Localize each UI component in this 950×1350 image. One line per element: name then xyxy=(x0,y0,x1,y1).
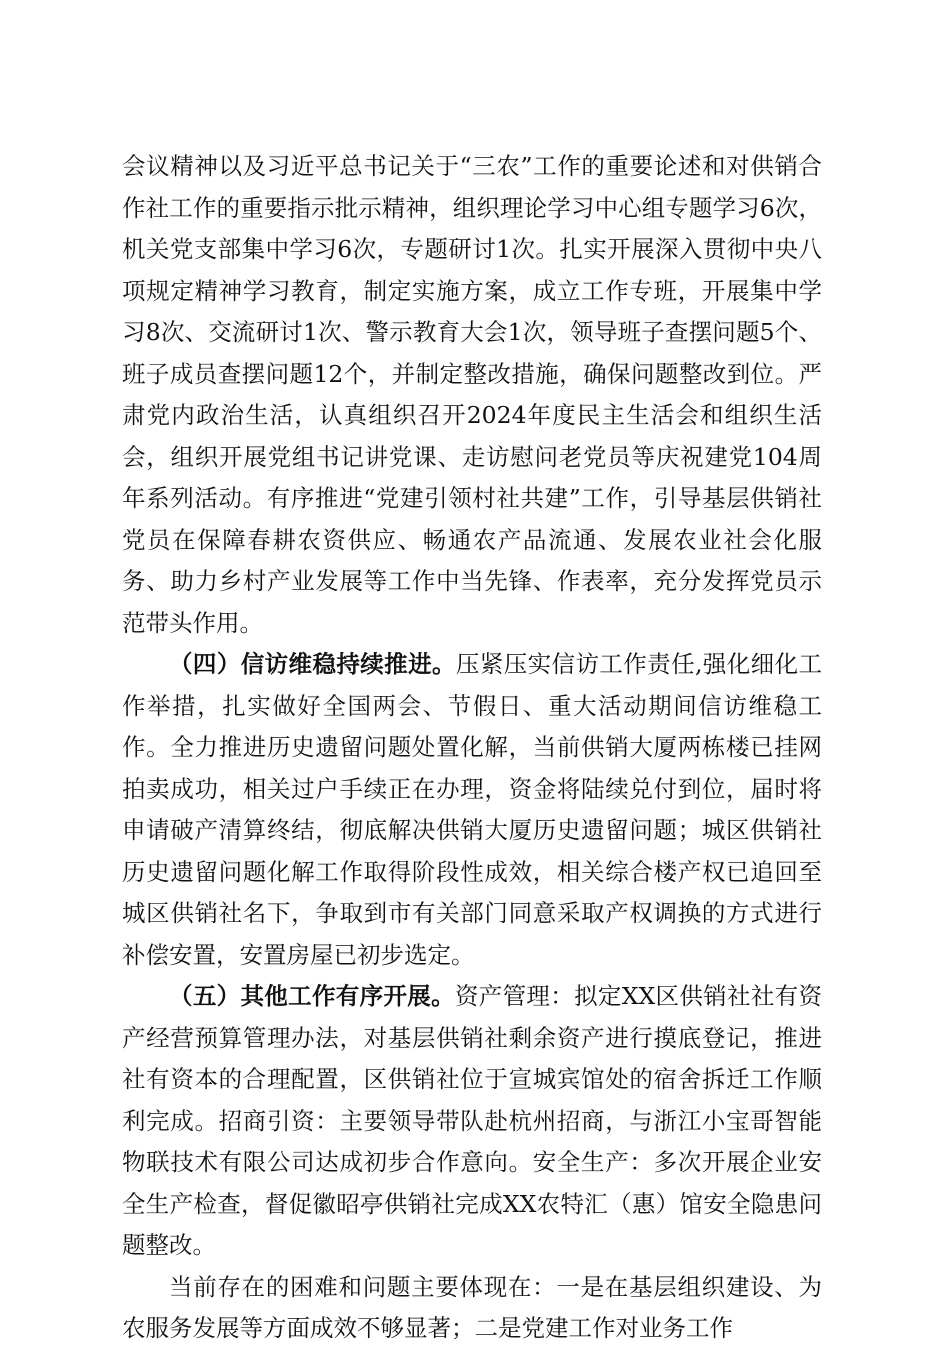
document-page xyxy=(122,146,822,1350)
paragraph-other-work xyxy=(122,976,822,1267)
paragraph-current-problems xyxy=(122,1267,822,1350)
paragraph-text: 资产管理：拟定XX区供销社社有资产经营预算管理办法，对基层供销社剩余资产进行摸底登记，推进社有资本的合理配置，区供销社位于宣城宾馆处的宿舍拆迁工作顺利完成。招商引资：主要领导带队赴杭州招商，与浙江小宝哥智能物联技术有限公司达成初步合作意向。安全生产：多次开展企业安全生产检查，督促徽昭亭供销社完成XX农特汇（惠）馆安全隐患问题整改。 xyxy=(122,982,822,1259)
paragraph-party-building-continued xyxy=(122,146,822,644)
paragraph-text: 当前存在的困难和问题主要体现在：一是在基层组织建设、为农服务发展等方面成效不够显著；二是党建工作对业务工作 xyxy=(122,1272,822,1342)
paragraph-petition-stability xyxy=(122,644,822,976)
section-heading-4: （四）信访维稳持续推进。 xyxy=(169,650,456,678)
section-heading-5: （五）其他工作有序开展。 xyxy=(169,982,455,1010)
paragraph-text: 压紧压实信访工作责任,强化细化工作举措，扎实做好全国两会、节假日、重大活动期间信访维稳工作。全力推进历史遗留问题处置化解，当前供销大厦两栋楼已挂网拍卖成功，相关过户手续正在办理，资金将陆续兑付到位，届时将申请破产清算终结，彻底解决供销大厦历史遗留问题；城区供销社历史遗留问题化解工作取得阶段性成效，相关综合楼产权已追回至城区供销社名下，争取到市有关部门同意采取产权调换的方式进行补偿安置，安置房屋已初步选定。 xyxy=(122,650,822,969)
paragraph-text: 会议精神以及习近平总书记关于“三农”工作的重要论述和对供销合作社工作的重要指示批示精神，组织理论学习中心组专题学习6次，机关党支部集中学习6次，专题研讨1次。扎实开展深入贯彻中央八项规定精神学习教育，制定实施方案，成立工作专班，开展集中学习8次、交流研讨1次、警示教育大会1次，领导班子查摆问题5个、班子成员查摆问题12个，并制定整改措施，确保问题整改到位。严肃党内政治生活，认真组织召开2024年度民主生活会和组织生活会，组织开展党组书记讲党课、走访慰问老党员等庆祝建党104周年系列活动。有序推进“党建引领村社共建”工作，引导基层供销社党员在保障春耕农资供应、畅通农产品流通、发展农业社会化服务、助力乡村产业发展等工作中当先锋、作表率，充分发挥党员示范带头作用。 xyxy=(122,152,822,637)
